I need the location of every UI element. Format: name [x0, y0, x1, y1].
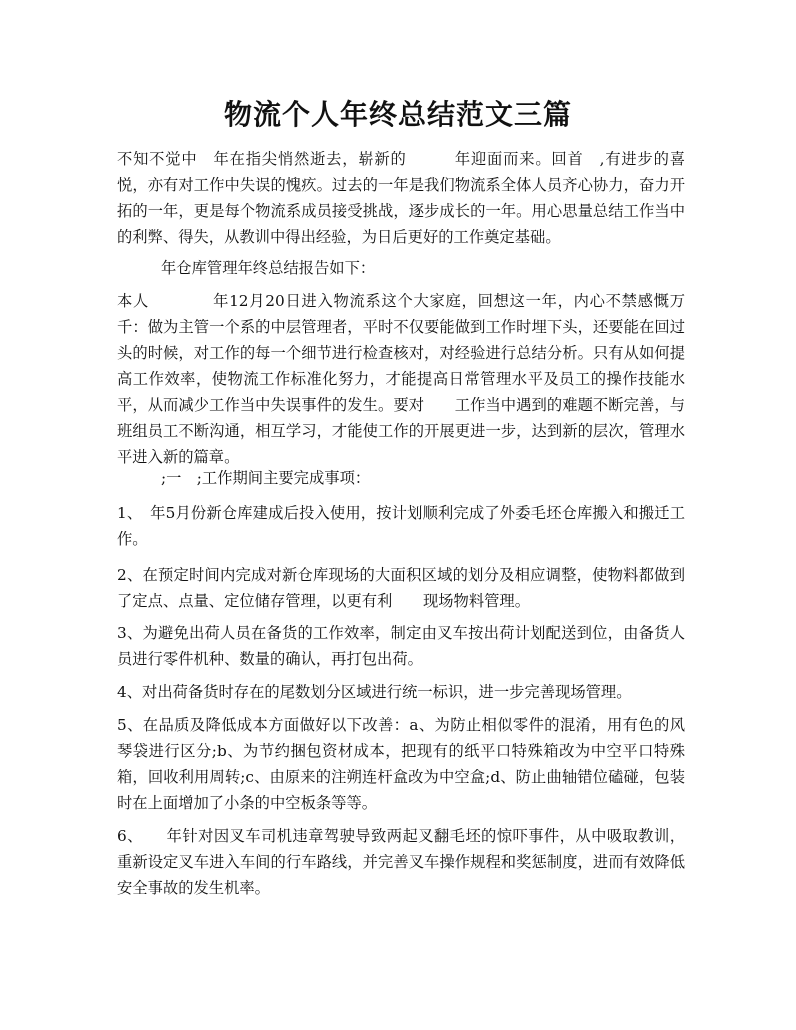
list-item-4: 4、对出荷备货时存在的尾数划分区域进行统一标识，进一步完善现场管理。 [117, 683, 632, 701]
section-heading: ;一 ;工作期间主要完成事项： [161, 469, 371, 487]
intro-paragraph: 不知不觉中 年在指尖悄然逝去，崭新的 年迎面而来。回首 ,有进步的喜悦，亦有对工作中失误的愧疚。过去的一年是我们物流系全体人员齐心协力，奋力开拓的一年，更是每个物流系成员接受挑战，逐步成长的一年。用心思量总结工作当中的利弊、得失，从教训中得出经验，为日后更好的工作奠定基础。 [117, 150, 685, 246]
list-item-5: 5、在品质及降低成本方面做好以下改善：a、为防止相似零件的混淆，用有色的风琴袋进行区分;b、为节约捆包资材成本，把现有的纸平口特殊箱改为中空平口特殊箱，回收利用周转;c、由原来的注朔连杆盒改为中空盒;d、防止曲轴错位磕碰，包装时在上面增加了小条的中空板条等等。 [117, 716, 685, 812]
list-item-2: 2、在预定时间内完成对新仓库现场的大面积区域的划分及相应调整，使物料都做到了定点、点量、定位储存管理，以更有利 现场物料管理。 [117, 566, 685, 610]
list-item-6: 6、 年针对因叉车司机违章驾驶导致两起叉翻毛坯的惊吓事件，从中吸取教训，重新设定叉车进入车间的行车路线，并完善叉车操作规程和奖惩制度，进而有效降低安全事故的发生机率。 [117, 827, 685, 897]
list-item-3: 3、为避免出荷人员在备货的工作效率，制定由叉车按出荷计划配送到位，由备货人员进行零件机种、数量的确认，再打包出荷。 [117, 624, 685, 668]
list-item-1: 1、 年5月份新仓库建成后投入使用，按计划顺利完成了外委毛坯仓库搬入和搬迁工作。 [117, 504, 685, 548]
personal-paragraph: 本人 年12月20日进入物流系这个大家庭，回想这一年，内心不禁感慨万千：做为主管一个系的中层管理者，平时不仅要能做到工作时埋下头，还要能在回过头的时候，对工作的每一个细节进行检查核对，对经验进行总结分析。只有从如何提高工作效率，使物流工作标准化努力，才能提高日常管理水平及员工的操作技能水平，从而减少工作当中失误事件的发生。要对 工作当中遇到的难题不断完善，与班组员工不断沟通，相互学习，才能使工作的开展更进一步，达到新的层次，管理水平进入新的篇章。 [117, 292, 685, 466]
report-heading: 年仓库管理年终总结报告如下： [161, 259, 376, 277]
document-title: 物流个人年终总结范文三篇 [223, 98, 572, 131]
